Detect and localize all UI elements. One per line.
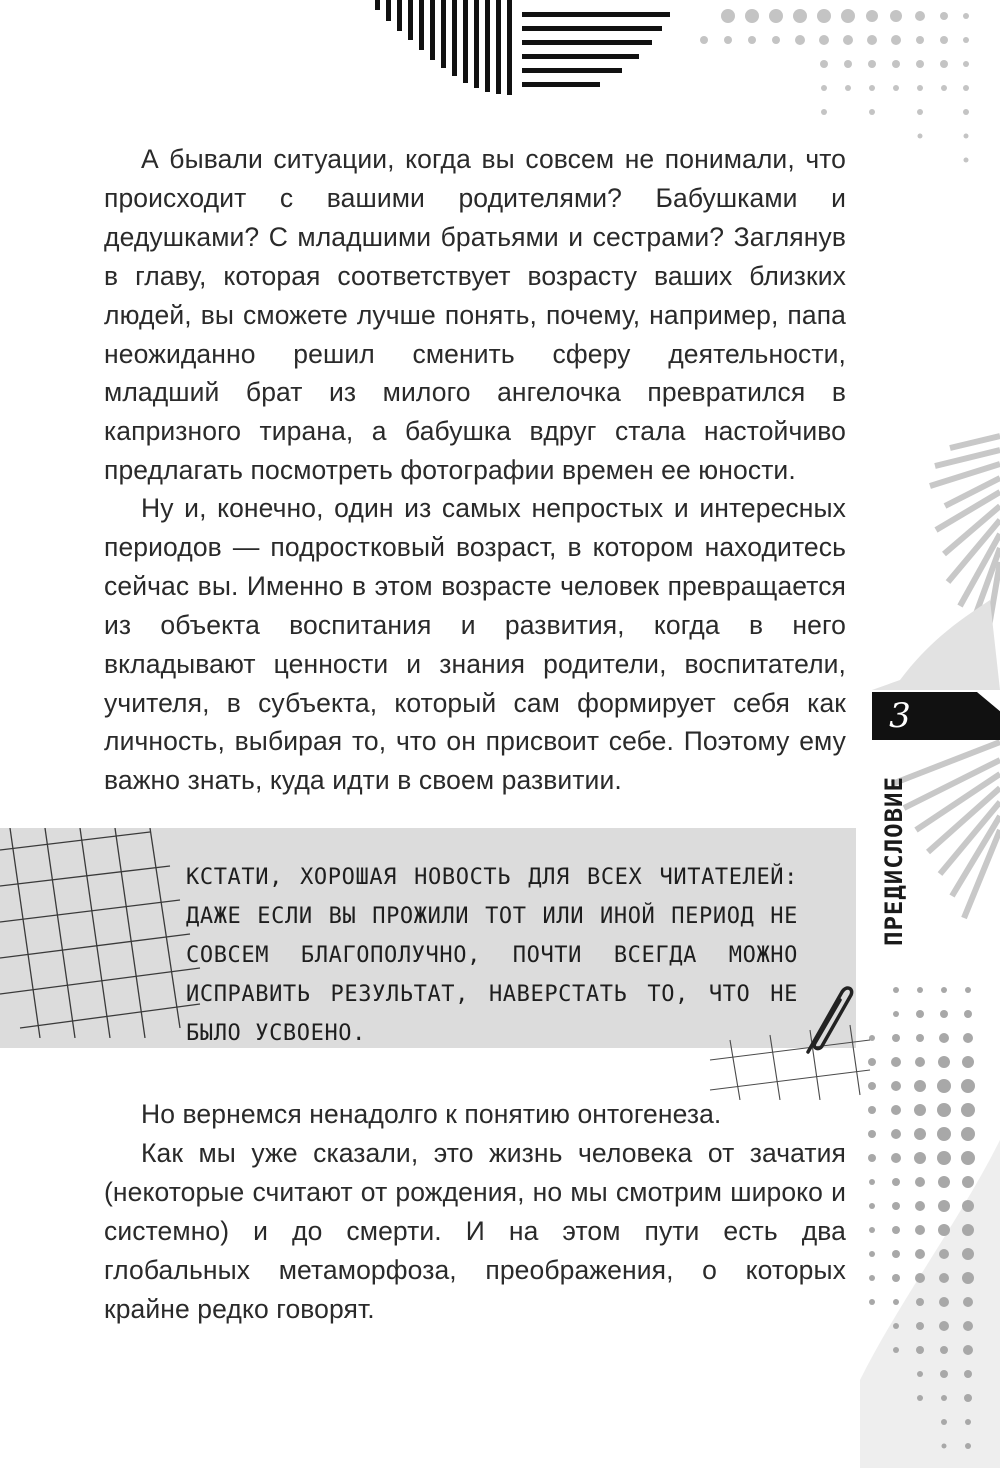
page-number: 3 [889,696,911,736]
body-paragraph-1: А бывали ситуации, когда вы совсем не понимали, что происходит с вашими родителями? Бабушками и дедушками? С младшими братьями и сестрами? Заглянув в главу, которая соответствует возрасту ваших близких людей, вы сможете лучше понять, почему, например, папа неожиданно решил сменить сферу деятельности, младший брат из милого ангелочка превратился в капризного тирана, а бабушка вдруг стала настойчиво предлагать посмотреть фотографии времен ее юности. [104,144,846,486]
body-paragraph-4: Как мы уже сказали, это жизнь человека от зачатия (некоторые считают от рождения, но мы смотрим широко и системно) и до смерти. И на этом пути есть два глобальных метаморфоза, преображения, о которых крайне редко говорят. [104,1138,846,1324]
gray-curve-background [860,1140,1000,1468]
body-paragraph-3: Но вернемся ненадолго к понятию онтогенеза. [141,1099,722,1129]
note-text: КСТАТИ, ХОРОШАЯ НОВОСТЬ ДЛЯ ВСЕХ ЧИТАТЕЛЕЙ: ДАЖЕ ЕСЛИ ВЫ ПРОЖИЛИ ТОТ ИЛИ ИНОЙ ПЕРИОД НЕ СОВСЕМ БЛАГОПОЛУЧНО, ПОЧТИ ВСЕГДА МОЖНО ИСПРАВИТЬ РЕЗУЛЬТАТ, НАВЕРСТАТЬ ТО, ЧТО НЕ БЫЛО УСВОЕНО. [186,865,798,1046]
gray-arc-decoration [872,600,1000,690]
section-title: ПРЕДИСЛОВИЕ [880,776,908,946]
body-paragraph-2: Ну и, конечно, один из самых непростых и интересных периодов — подростковый возраст, в котором находитесь сейчас вы. Именно в этом возрасте человек превращается из объекта воспитания и развития, когда в него вкладывают ценности и знания родители, воспитатели, учителя, в субъекта, который сам формирует себя как личность, выбирая то, что он присвоит себе. Поэтому ему важно знать, куда идти в своем развитии. [104,493,846,796]
paperclip-icon [790,982,860,1062]
stripes-semicircle-icon [375,0,670,95]
